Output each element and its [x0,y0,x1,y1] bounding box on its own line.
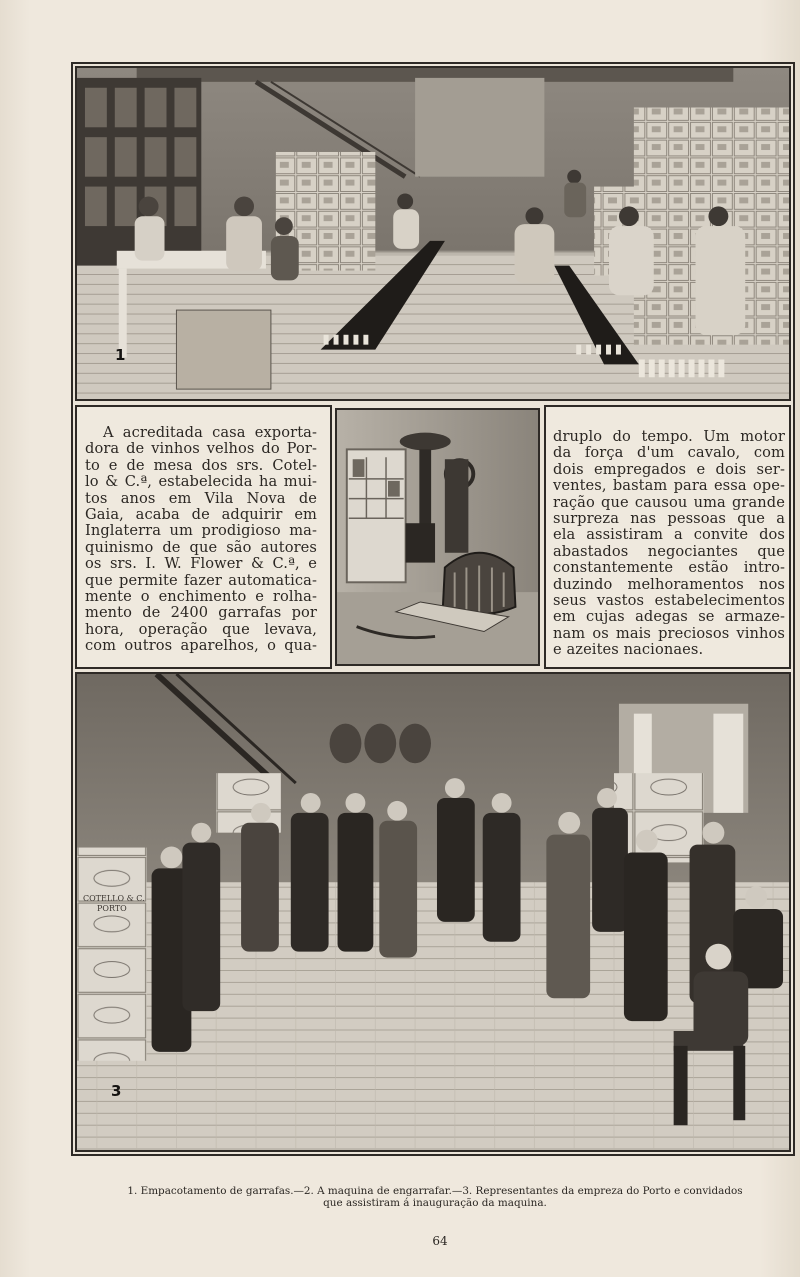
article-line: surpreza nas pessoas que a [553,510,785,528]
article-line: os srs. I. W. Flower & C.ª, e [85,555,317,573]
article-line: lo & C.ª, estabelecida ha mui- [85,473,317,491]
article-line: em cujas adegas se armaze- [553,608,785,626]
article-line: constantemente estão intro- [553,559,785,577]
article-column-left [85,425,317,655]
article-line: hora, operação que levava, [85,620,317,638]
article-line: abastados negociantes que [553,542,785,560]
article-line: Inglaterra um prodigioso ma- [85,522,317,540]
article-line: e azeites nacionaes. [553,641,704,659]
photo-bottle-packing [75,66,791,401]
photo-number-3: 3 [111,1082,122,1100]
article-line: mente o enchimento e rolha- [85,588,317,606]
caption-line-2: que assistiram á inauguração da maquina. [323,1197,547,1209]
crate-label [83,894,145,914]
article-line: da força d'um cavalo, com [553,444,785,462]
page-number: 64 [432,1234,448,1248]
article-line: mento de 2400 garrafas por [85,604,317,622]
article-column-right [553,429,785,659]
article-line: tos anos em Vila Nova de [85,489,317,507]
article-line: druplo do tempo. Um motor [553,428,785,445]
article-line: Gaia, acaba de adquirir em [85,506,317,524]
article-line: quinismo de que são autores [85,538,317,556]
article-line: nam os mais preciosos vinhos [553,624,785,642]
article-line: ventes, bastam para essa ope- [553,477,785,495]
photo-bottling-machine [335,408,540,666]
article-line: seus vastos estabelecimentos [553,592,785,610]
article-line: que permite fazer automatica- [85,571,317,589]
caption-line-1: 1. Empacotamento de garrafas.—2. A maquina de engarrafar.—3. Representantes da empreza do Porto e convidados [127,1185,743,1197]
photo-number-1: 1 [115,346,126,364]
crate-label-line1: COTELLO & C. [83,894,145,903]
crate-label-line2: PORTO [97,904,127,913]
article-line: com outros aparelhos, o qua- [85,637,317,655]
article-line: dois empregados e dois ser- [553,460,785,478]
photo-representatives-group [75,672,791,1152]
article-line: ela assistiram a convite dos [553,526,785,544]
figure-caption [90,1185,780,1209]
article-line: A acreditada casa exporta- [103,424,317,441]
article-line: dora de vinhos velhos do Por- [85,440,317,458]
article-line: ração que causou uma grande [553,493,785,511]
article-line: to e de mesa dos srs. Cotel- [85,456,317,474]
article-line: duzindo melhoramentos nos [553,575,785,593]
